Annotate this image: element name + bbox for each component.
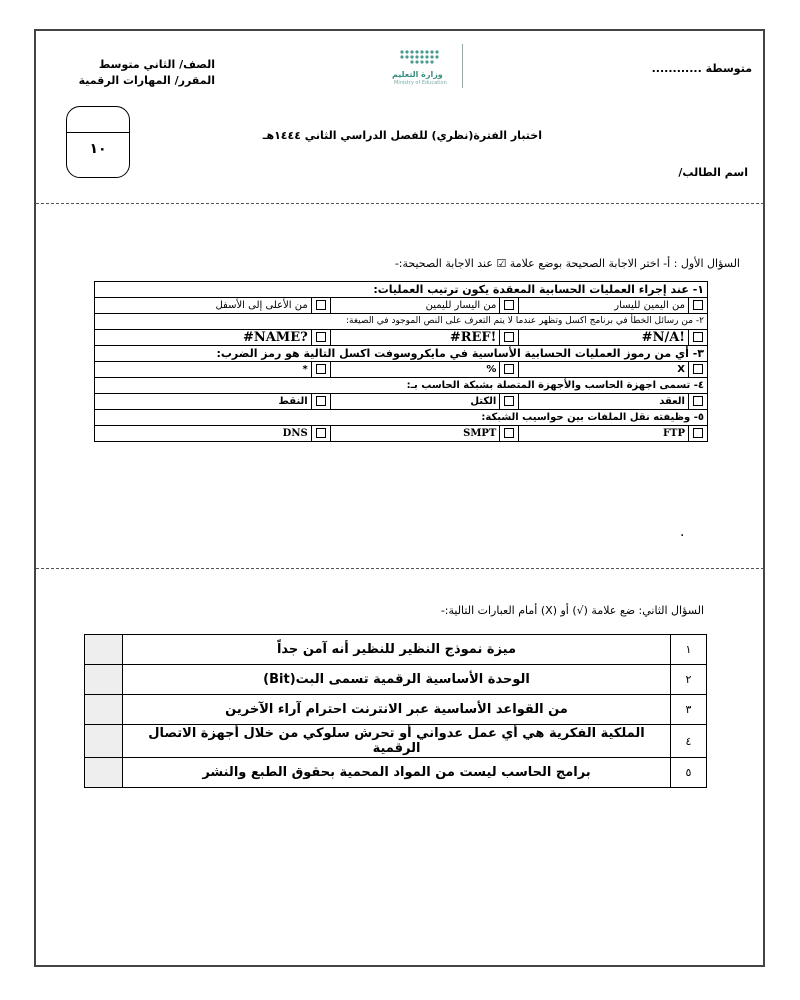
option-label: % [330, 362, 500, 378]
checkbox-cell[interactable] [689, 426, 708, 442]
q2-answer-cell[interactable] [85, 665, 123, 695]
option-label: #REF! [330, 330, 500, 346]
student-name-label[interactable]: اسم الطالب/ [678, 166, 748, 179]
checkbox[interactable] [504, 332, 514, 342]
checkbox[interactable] [693, 300, 703, 310]
q1-question-row [95, 346, 708, 362]
checkbox[interactable] [316, 300, 326, 310]
option-label: DNS [95, 426, 312, 442]
q2-answer-cell[interactable] [85, 635, 123, 665]
checkbox[interactable] [504, 364, 514, 374]
q2-row [85, 758, 707, 788]
logo-text: وزارة التعليم [392, 70, 443, 79]
checkbox-cell[interactable] [689, 394, 708, 410]
page-frame [34, 29, 765, 967]
q2-row [85, 695, 707, 725]
checkbox[interactable] [316, 364, 326, 374]
option-label: #N/A! [519, 330, 689, 346]
checkbox[interactable] [316, 396, 326, 406]
checkbox-cell[interactable] [689, 362, 708, 378]
q2-answer-cell[interactable] [85, 758, 123, 788]
exam-title: اختبار الفترة(نظري) للفصل الدراسي الثاني ١٤٤٤هـ [262, 129, 542, 142]
q1-options-row [95, 426, 708, 442]
q2-statement: من القواعد الأساسية عبر الانترنت احترام آراء الآخرين [123, 695, 671, 725]
checkbox[interactable] [316, 332, 326, 342]
checkbox-cell[interactable] [689, 298, 708, 314]
q2-row [85, 725, 707, 758]
q1-options-row [95, 330, 708, 346]
q2-statement: برامج الحاسب ليست من المواد المحمية بحقوق الطبع والنشر [123, 758, 671, 788]
logo-subtext: Ministry of Education [394, 80, 447, 86]
q1-question-4: ٤- تسمى اجهزة الحاسب والأجهزة المتصلة بشبكة الحاسب بـ: [95, 378, 708, 394]
q1-options-row [95, 394, 708, 410]
q1-question-3: ٣- أي من رموز العمليات الحسابية الأساسية في مايكروسوفت اكسل التالية هو رمز الضرب: [95, 346, 708, 362]
q2-row-number: ٤ [671, 725, 707, 758]
checkbox-cell[interactable] [500, 362, 519, 378]
option-label: من اليسار لليمين [330, 298, 500, 314]
ministry-logo [380, 46, 470, 86]
q1-instruction: السؤال الأول : أ- اختر الاجابة الصحيحة بوضع علامة ☑ عند الاجابة الصحيحة:- [394, 257, 740, 270]
checkbox[interactable] [693, 332, 703, 342]
ministry-logo-icon [392, 46, 452, 70]
q2-row [85, 635, 707, 665]
q2-answer-cell[interactable] [85, 725, 123, 758]
q2-row-number: ٥ [671, 758, 707, 788]
q2-table [84, 634, 707, 788]
section-divider [36, 568, 764, 569]
q2-statement: الوحدة الأساسية الرقمية تسمى البت(Bit) [123, 665, 671, 695]
option-label: من الأعلى إلى الأسفل [95, 298, 312, 314]
option-label: من اليمين لليسار [519, 298, 689, 314]
stray-dot: . [680, 524, 685, 540]
q1-table [94, 281, 708, 442]
checkbox[interactable] [693, 396, 703, 406]
q2-row-number: ٣ [671, 695, 707, 725]
logo-divider [462, 44, 463, 88]
q1-question-5: ٥- وظيفته نقل الملفات بين حواسيب الشبكة: [95, 410, 708, 426]
q1-question-row [95, 410, 708, 426]
q2-instruction: السؤال الثاني: ضع علامة (√) أو (X) أمام العبارات التالية:- [440, 604, 704, 617]
option-label: SMPT [330, 426, 500, 442]
checkbox[interactable] [504, 396, 514, 406]
checkbox-cell[interactable] [311, 362, 330, 378]
q1-options-row [95, 298, 708, 314]
checkbox-cell[interactable] [311, 298, 330, 314]
checkbox-cell[interactable] [500, 426, 519, 442]
checkbox-cell[interactable] [500, 394, 519, 410]
q2-answer-cell[interactable] [85, 695, 123, 725]
checkbox-cell[interactable] [500, 298, 519, 314]
option-label: * [95, 362, 312, 378]
grade-label: الصف/ الثاني متوسط [98, 58, 215, 71]
q1-question-1: ١- عند إجراء العمليات الحسابية المعقدة يكون ترتيب العمليات: [95, 282, 708, 298]
checkbox-cell[interactable] [311, 394, 330, 410]
checkbox-cell[interactable] [500, 330, 519, 346]
option-label: #NAME? [95, 330, 312, 346]
course-label: المقرر/ المهارات الرقمية [78, 74, 215, 87]
checkbox[interactable] [316, 428, 326, 438]
section-divider [36, 203, 764, 204]
score-divider [67, 132, 129, 133]
q1-question-row [95, 282, 708, 298]
option-label: FTP [519, 426, 689, 442]
q1-question-2: ٢- من رسائل الخطأ في برنامج اكسل وتظهر عندما لا يتم التعرف على النص الموجود في الصيغة: [95, 314, 708, 330]
q2-row [85, 665, 707, 695]
q2-statement: ميزة نموذج النظير للنظير أنه آمن جداً [123, 635, 671, 665]
score-box [66, 106, 130, 178]
score-total: ١٠ [89, 141, 107, 157]
option-label: X [519, 362, 689, 378]
checkbox[interactable] [693, 364, 703, 374]
checkbox[interactable] [693, 428, 703, 438]
option-label: النقط [95, 394, 312, 410]
checkbox-cell[interactable] [689, 330, 708, 346]
q1-options-row [95, 362, 708, 378]
checkbox-cell[interactable] [311, 330, 330, 346]
q2-statement: الملكية الفكرية هي أي عمل عدواني أو تحرش سلوكي من خلال أجهزة الاتصال الرقمية [123, 725, 671, 758]
checkbox-cell[interactable] [311, 426, 330, 442]
q2-row-number: ١ [671, 635, 707, 665]
q1-question-row [95, 314, 708, 330]
checkbox[interactable] [504, 300, 514, 310]
checkbox[interactable] [504, 428, 514, 438]
q2-row-number: ٢ [671, 665, 707, 695]
option-label: العقد [519, 394, 689, 410]
school-name: متوسطة ............ [651, 62, 752, 75]
option-label: الكتل [330, 394, 500, 410]
q1-question-row [95, 378, 708, 394]
